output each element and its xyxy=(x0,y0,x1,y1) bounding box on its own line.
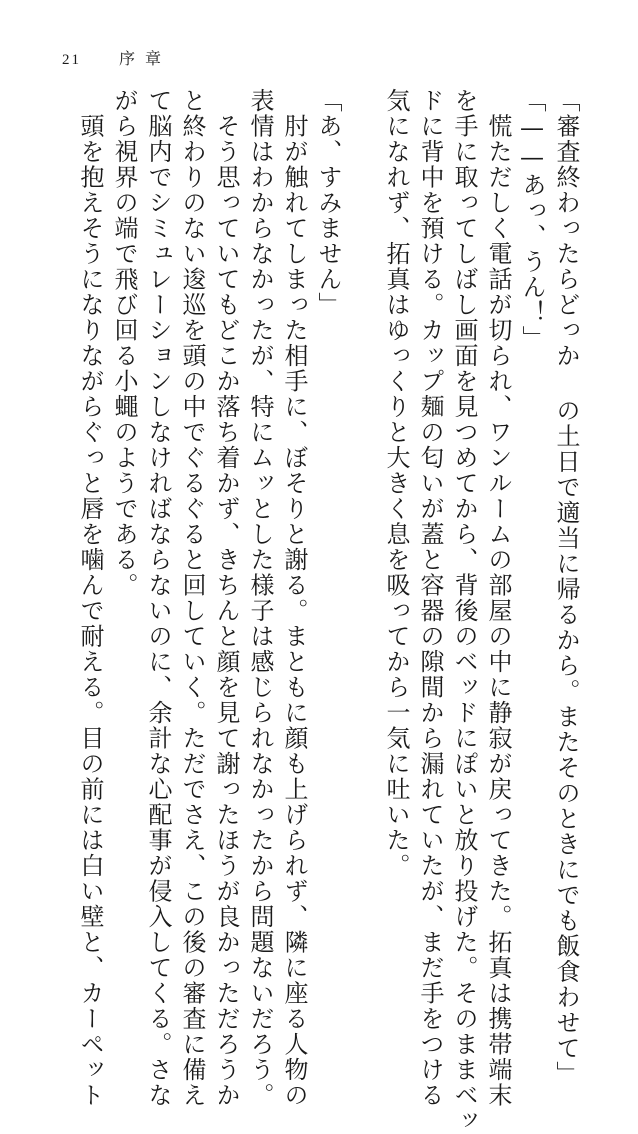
page-header xyxy=(62,46,171,69)
text-line: と終わりのない逡巡を頭の中でぐるぐると回していく。ただでさえ、この後の審査に備え xyxy=(178,88,206,1108)
text-line: がら視界の端で飛び回る小蠅のようである。 xyxy=(110,88,138,598)
text-line: 慌ただしく電話が切られ、ワンルームの部屋の中に静寂が戻ってきた。拓真は携帯端末 xyxy=(484,88,512,1108)
text-line: を手に取ってしばし画面を見つめてから、背後のベッドにぽいと放り投げた。そのままベッ xyxy=(450,88,478,1134)
text-line xyxy=(346,88,378,878)
text-line: 表情はわからなかったが、特にムッとした様子は感じられなかったから問題ないだろう。 xyxy=(246,88,274,1108)
text-line: 頭を抱えそうになりながらぐっと唇を噛んで耐える。目の前には白い壁と、カーペット xyxy=(76,88,104,1108)
chapter-title: 序章 xyxy=(119,49,172,68)
text-line: 「あ、すみません」 xyxy=(314,88,342,318)
text-line: ドに背中を預ける。カップ麺の匂いが蓋と容器の隙間から漏れていたが、まだ手をつける xyxy=(416,88,444,1108)
text-line: 「——あっ、うん！」 xyxy=(518,88,546,351)
page-number: 21 xyxy=(62,52,81,68)
text-line: て脳内でシミュレーションしなければならないのに、余計な心配事が侵入してくる。さな xyxy=(144,88,172,1108)
text-line: 「審査終わったらどっか の土日で適当に帰るから。またそのときにでも飯食わせて」 xyxy=(552,88,580,1087)
text-line: 気になれず、拓真はゆっくりと大きく息を吸ってから一気に吐いた。 xyxy=(382,88,410,879)
text-line: そう思っていてもどこか落ち着かず、きちんと顔を見て謝ったほうが良かっただろうか xyxy=(212,88,240,1108)
vertical-body-text xyxy=(62,88,582,1134)
text-line: 肘が触れてしまった相手に、ぼそりと謝る。まともに顔も上げられず、隣に座る人物の xyxy=(280,88,308,1108)
